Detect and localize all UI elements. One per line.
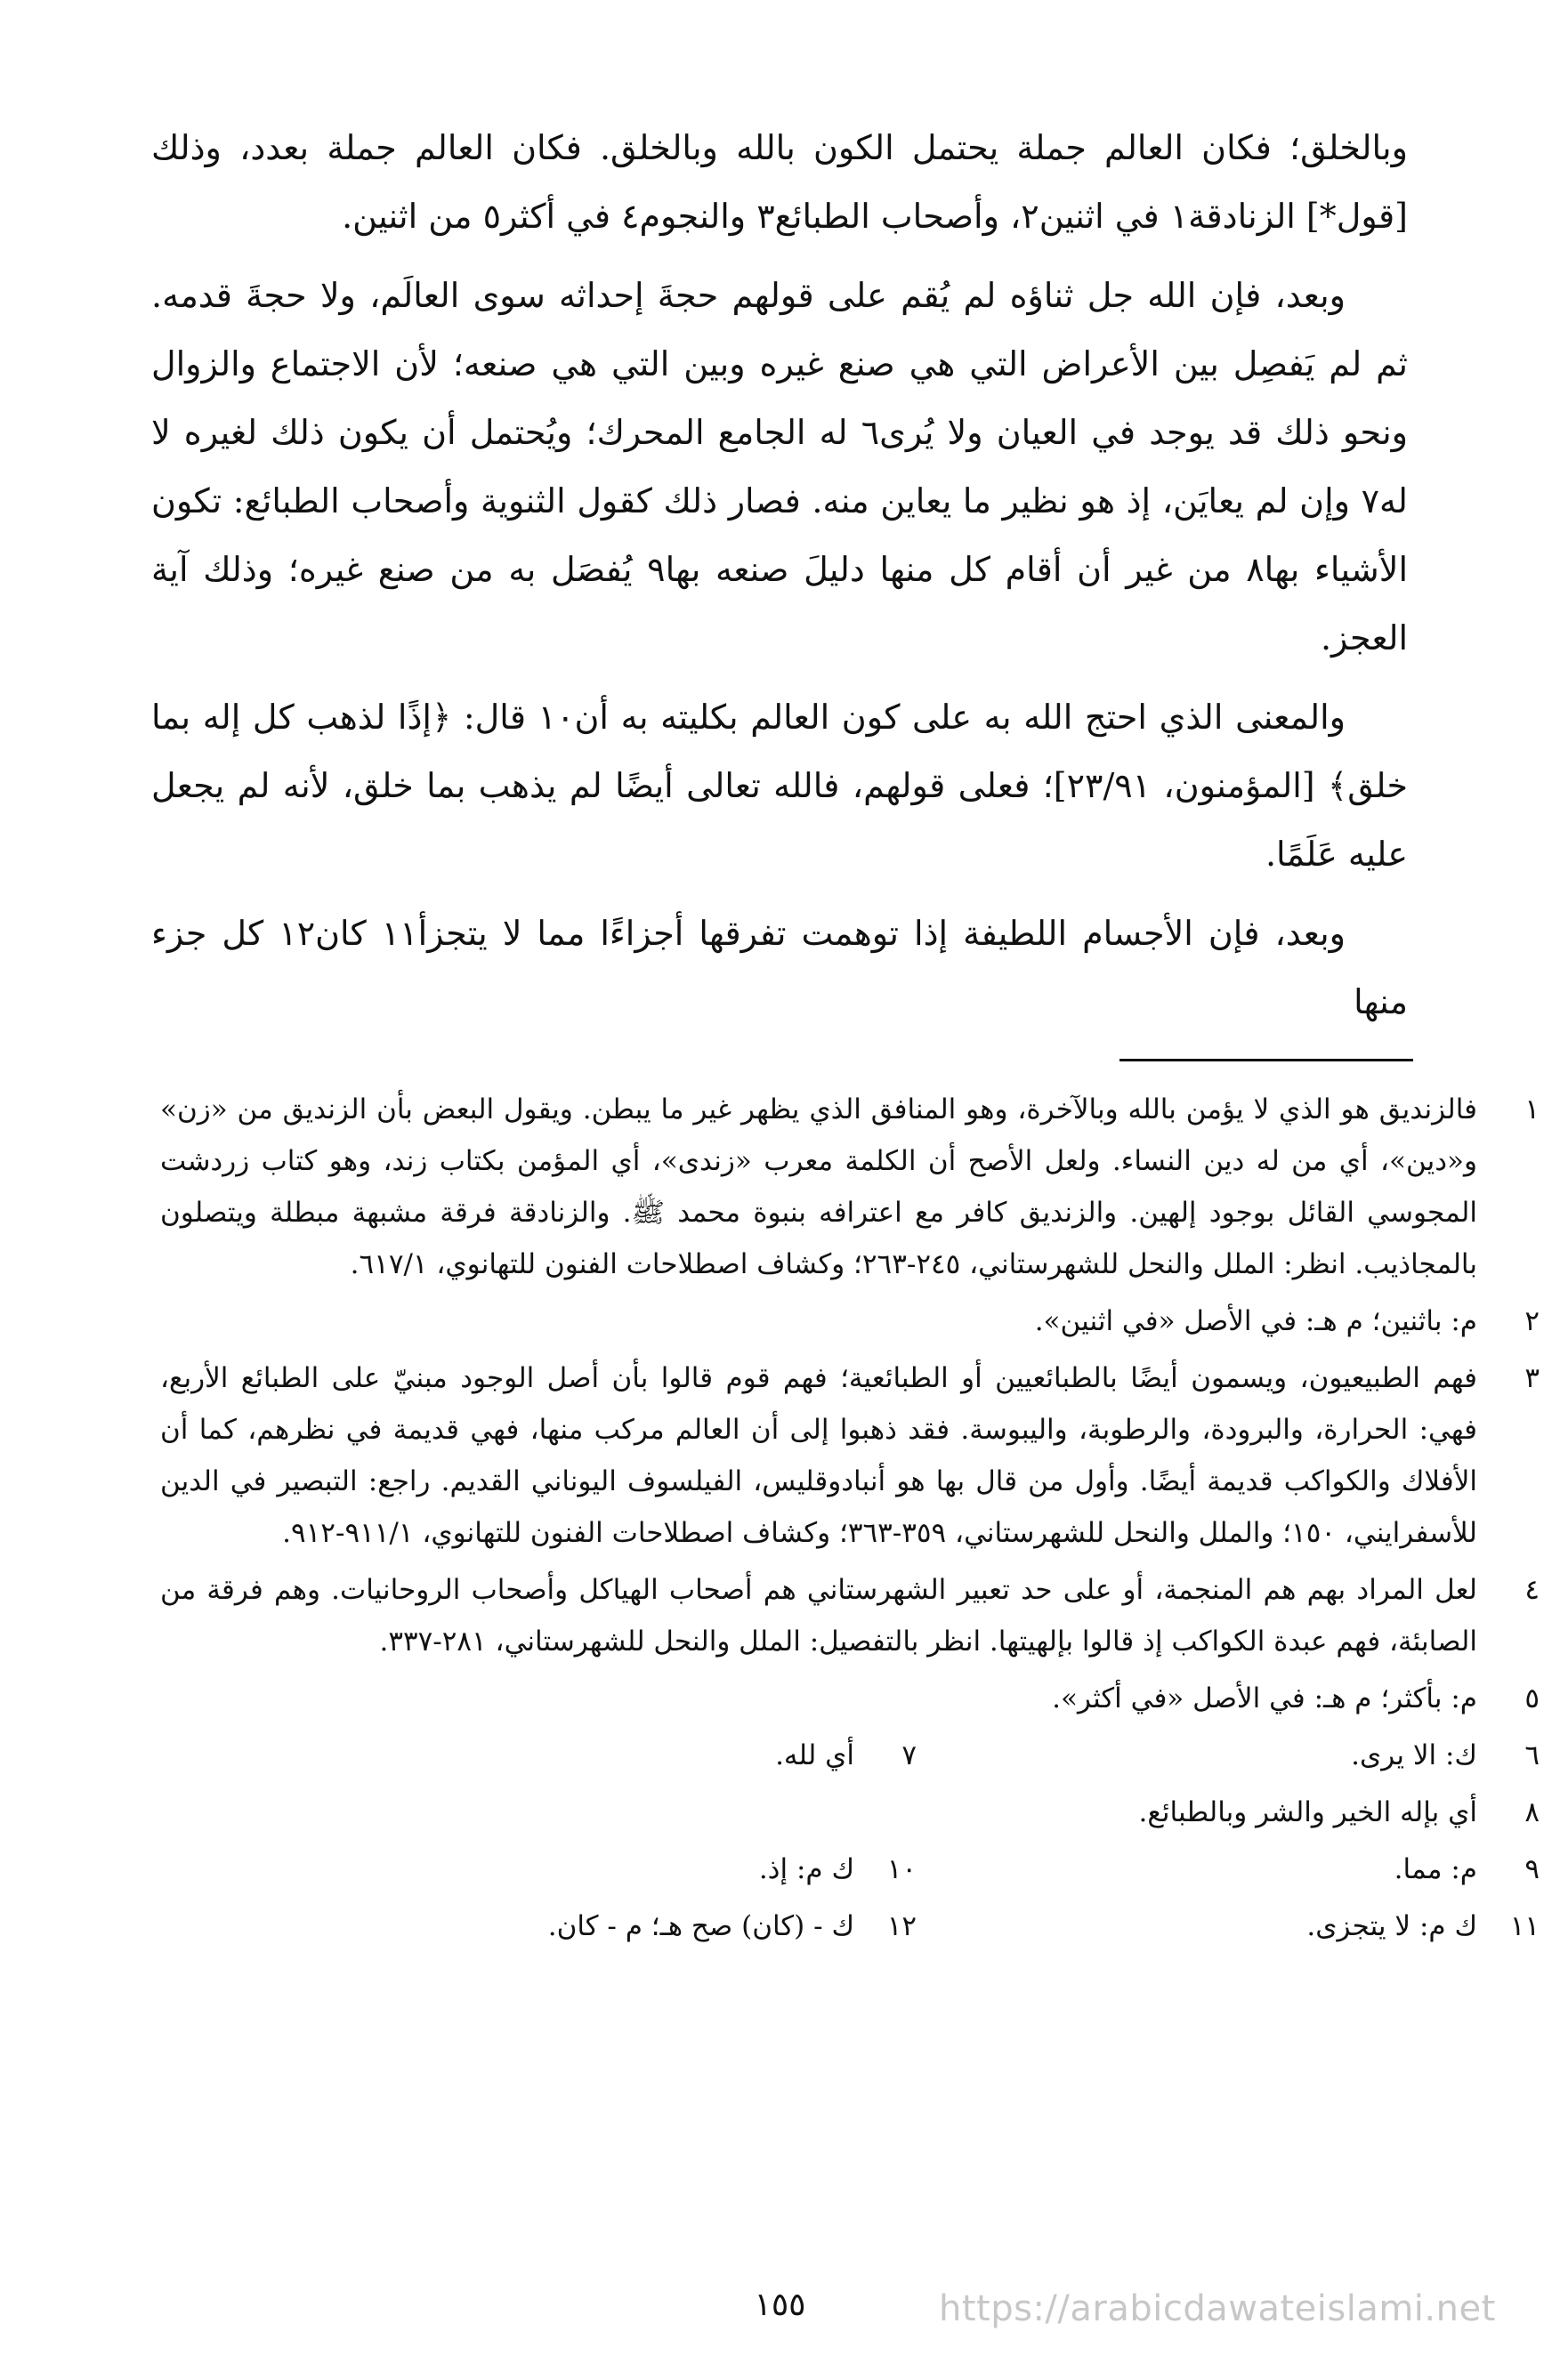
footnote-text: م: مما. [1394,1853,1477,1885]
footnote-text: ك م: إذ. [758,1853,854,1885]
footnote [917,1787,1540,1838]
footnote [160,1564,1540,1667]
footnote-number: ١١ [1509,1910,1540,1942]
footnote [294,1730,917,1781]
footnote-text: أي بإله الخير والشر وبالطبائع. [1138,1796,1477,1828]
footnote-text: ك م: لا يتجزى. [1306,1910,1477,1942]
footnote-pair [160,1900,1540,1952]
footnote [294,1900,917,1952]
footnote-number: ٣ [1524,1362,1540,1394]
footnote-text: فالزنديق هو الذي لا يؤمن بالله وبالآخرة، وهو المنافق الذي يظهر غير ما يبطن. ويقول البعض بأن الزنديق من «زن» و«دين»، أي من له دين النساء. ولعل الأصح أن الكلمة معرب «زندى»، أي المؤمن بكتاب زند، وهو كتاب زردشت المجوسي القائل بوجود إلهين. والزنديق كافر مع اعترافه بنبوة محمد ﷺ. والزنادقة فرقة مشبهة مبطلة ويتصلون بالمجاذيب. انظر: الملل والنحل للشهرستاني، ٢٤٥-٢٦٣؛ وكشاف اصطلاحات الفنون للتهانوي، ٦١٧/١. [160,1093,1477,1280]
footnote-text: ك - (كان) صح هـ؛ م - كان. [547,1910,854,1942]
footnote-number: ٨ [1524,1796,1540,1828]
footnote-divider [1119,1059,1413,1061]
footnote-pair [160,1730,1540,1781]
footnote-number: ٥ [1524,1682,1540,1714]
paragraph-3: والمعنى الذي احتج الله به على كون العالم بكليته به أن١٠ قال: ﴿إذًا لذهب كل إله بما خلق﴾ [المؤمنون، ٢٣/٩١]؛ فعلى قولهم، فالله تعالى أيضًا لم يذهب بما خلق، لأنه لم يجعل عليه عَلَمًا. [151,698,1408,874]
footnote [160,1352,1540,1559]
footnote [160,1084,1540,1290]
footnote [917,1730,1540,1781]
footnotes [160,1084,1540,1957]
footnote-text: لعل المراد بهم هم المنجمة، أو على حد تعبير الشهرستاني هم أصحاب الهياكل وأصحاب الروحانيات. وهم فرقة من الصابئة، فهم عبدة الكواكب إذ قالوا بإلهيتها. انظر بالتفصيل: الملل والنحل للشهرستاني، ٢٨١-٣٣٧. [160,1574,1477,1658]
footnote-number: ٤ [1524,1574,1540,1606]
paragraph-2: وبعد، فإن الله جل ثناؤه لم يُقم على قولهم حجةَ إحداثه سوى العالَم، ولا حجةَ قدمه. ثم لم يَفصِل بين الأعراض التي هي صنع غيره وبين التي هي صنعه؛ لأن الاجتماع والزوال ونحو ذلك قد يوجد في العيان ولا يُرى٦ له الجامع المحرك؛ ويُحتمل أن يكون ذلك لغيره لا له٧ وإن لم يعايَن، إذ هو نظير ما يعاين منه. فصار ذلك كقول الثنوية وأصحاب الطبائع: تكون الأشياء بها٨ من غير أن أقام كل منها دليلَ صنعه بها٩ يُفصَل به من صنع غيره؛ وذلك آية العجز. [151,276,1409,658]
footnote-number: ٢ [1524,1305,1540,1337]
main-text [151,114,1408,1047]
footnote-number: ٧ [901,1739,917,1771]
paragraph-1: وبالخلق؛ فكان العالم جملة يحتمل الكون بالله وبالخلق. فكان العالم جملة بعدد، وذلك [قول*] الزنادقة١ في اثنين٢، وأصحاب الطبائع٣ والنجوم٤ في أكثر٥ من اثنين. [151,128,1408,236]
footnote [917,1900,1540,1952]
watermark-url: https://arabicdawateislami.net [939,2288,1496,2329]
page-number: ١٥٥ [754,2287,806,2323]
footnote-text: م: باثنين؛ م هـ: في الأصل «في اثنين». [1034,1305,1477,1337]
footnote-number: ١٠ [886,1853,917,1885]
footnote-pair [160,1843,1540,1895]
footnote [294,1843,917,1895]
paragraph-4: وبعد، فإن الأجسام اللطيفة إذا توهمت تفرقها أجزاءًا مما لا يتجزأ١١ كان١٢ كل جزء منها [151,914,1408,1021]
footnote-number: ١ [1524,1093,1540,1125]
footnote-text: ك: الا يرى. [1351,1739,1477,1771]
footnote-text: فهم الطبيعيون، ويسمون أيضًا بالطبائعيين أو الطبائعية؛ فهم قوم قالوا بأن أصل الوجود مبنيّ على الطبائع الأربع، فهي: الحرارة، والبرودة، والرطوبة، واليبوسة. فقد ذهبوا إلى أن العالم مركب منها، فهي قديمة في نظرهم، كما أن الأفلاك والكواكب قديمة أيضًا. وأول من قال بها هو أنبادوقليس، الفيلسوف اليوناني القديم. راجع: التبصير في الدين للأسفرايني، ١٥٠؛ والملل والنحل للشهرستاني، ٣٥٩-٣٦٣؛ وكشاف اصطلاحات الفنون للتهانوي، ٩١١/١-٩١٢. [160,1362,1477,1549]
footnote-text: أي لله. [775,1739,854,1771]
footnote-text: م: بأكثر؛ م هـ: في الأصل «في أكثر». [1052,1682,1477,1714]
footnote-number: ٩ [1524,1853,1540,1885]
footnote [160,1295,1540,1347]
footnote [917,1843,1540,1895]
footnote [160,1673,1540,1724]
footnote-pair [160,1787,1540,1838]
footnote-number: ١٢ [886,1910,917,1942]
footnote-number: ٦ [1524,1739,1540,1771]
